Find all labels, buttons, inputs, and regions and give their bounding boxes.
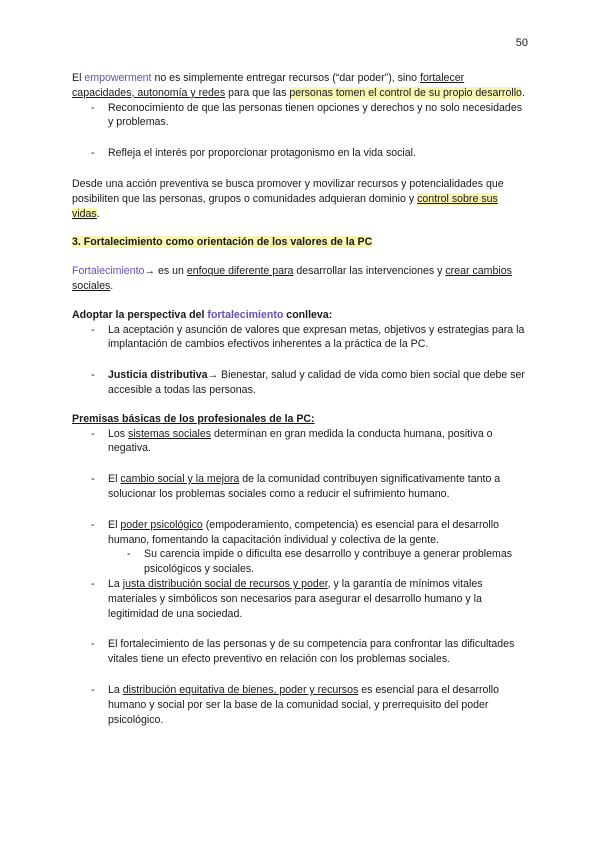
keyword-empowerment: empowerment (84, 72, 152, 84)
list-item: - Refleja el interés por proporcionar protagonismo en la vida social. (72, 146, 528, 161)
premisas-heading: Premisas básicas de los profesionales de la PC: (72, 412, 315, 425)
page-content (72, 71, 528, 727)
fortalecimiento-definition: Fortalecimiento→ es un enfoque diferente para desarrollar las intervenciones y crear cambios sociales. (72, 265, 512, 292)
list-item: - Su carencia impide o dificulta ese desarrollo y contribuye a generar problemas psicológicos y sociales. (72, 547, 528, 577)
list-item: - Reconocimiento de que las personas tienen opciones y derechos y no solo necesidades y problemas. (72, 101, 528, 131)
preventive-paragraph: Desde una acción preventiva se busca promover y movilizar recursos y potencialidades que posibiliten que las personas, grupos o comunidades adquieran dominio y control sobre sus vidas. (72, 177, 504, 220)
intro-paragraph: El empowerment no es simplemente entregar recursos (“dar poder”), sino fortalecer capacidades, autonomía y redes para que las personas tomen el control de su propio desarrollo. (72, 72, 525, 99)
adopt-bullet-list (72, 323, 528, 398)
highlighted-phrase: personas tomen el control de su propio desarrollo (289, 86, 522, 99)
list-item: - El cambio social y la mejora de la comunidad contribuyen significativamente tanto a solucionar los problemas sociales como a reducir el sufrimiento humano. (72, 472, 528, 502)
intro-bullet-list (72, 101, 528, 161)
keyword-fortalecimiento: Fortalecimiento (72, 265, 145, 278)
list-item: - La distribución equitativa de bienes, poder y recursos es esencial para el desarrollo humano y social por ser la base de la comunidad social, y prerrequisito del poder psicológico. (72, 683, 528, 727)
list-item: - Los sistemas sociales determinan en gran medida la conducta humana, positiva o negativa. (72, 427, 528, 457)
list-item: - El poder psicológico (empoderamiento, competencia) es esencial para el desarrollo humano, fomentando la capacitación individual y colectiva de la gente. (72, 518, 528, 548)
premisas-list (72, 427, 528, 548)
page-number: 50 (515, 37, 528, 49)
underlined-phrase: fortalecer capacidades, autonomía y redes (72, 72, 465, 99)
premisas-sublist (72, 547, 528, 577)
list-item: - El fortalecimiento de las personas y de su competencia para confrontar las dificultades vitales tiene un efecto preventivo en relación con los problemas sociales. (72, 637, 528, 667)
highlighted-phrase: control sobre sus vidas (72, 192, 498, 220)
list-item: - Justicia distributiva→ Bienestar, salud y calidad de vida como bien social que debe ser accesible a todas las personas. (72, 368, 528, 398)
premisas-list-continued (72, 577, 528, 727)
section-heading: 3. Fortalecimiento como orientación de los valores de la PC (72, 236, 373, 249)
list-item: - La justa distribución social de recursos y poder, y la garantía de mínimos vitales materiales y simbólicos son necesarios para asegurar el desarrollo humano y la legitimidad de una sociedad. (72, 577, 528, 621)
list-item: - La aceptación y asunción de valores que expresan metas, objetivos y estrategias para la implantación de cambios efectivos inherentes a la práctica de la PC. (72, 323, 528, 353)
adopt-heading: Adoptar la perspectiva del fortalecimiento conlleva: (72, 308, 333, 321)
